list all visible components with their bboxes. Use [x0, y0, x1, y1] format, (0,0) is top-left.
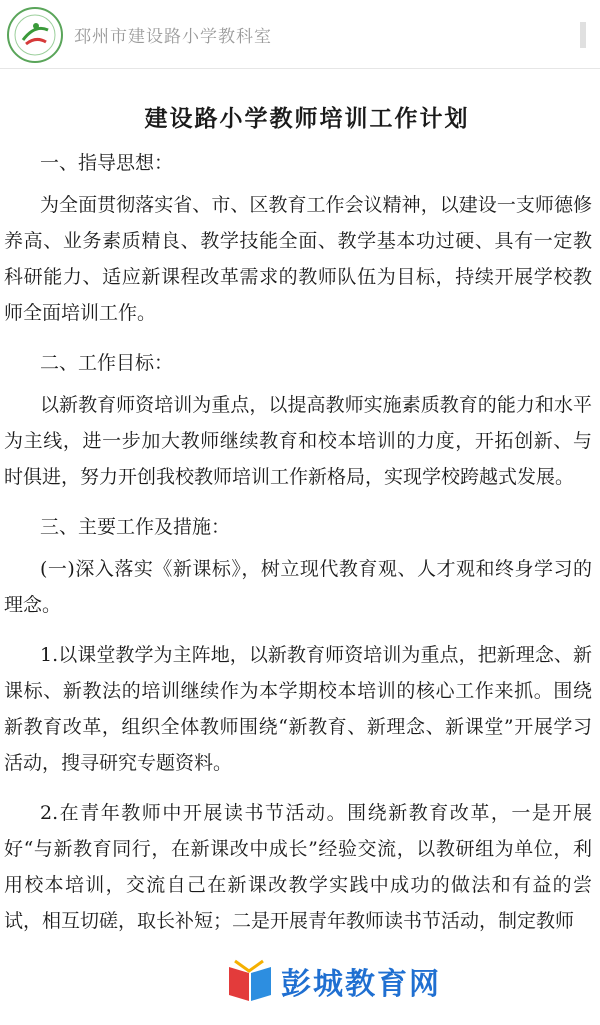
- header-decoration: [580, 22, 586, 48]
- section-paragraph: 为全面贯彻落实省、市、区教育工作会议精神，以建设一支师德修养高、业务素质精良、教学技能全面、教学基本功过硬、具有一定教科研能力、适应新课程改革需求的教师队伍为目标，持续开展学校教师全面培训工作。: [4, 194, 592, 324]
- school-logo-icon: [6, 6, 64, 64]
- document-body: [0, 100, 600, 953]
- watermark-text: 彭城教育网: [281, 967, 441, 1002]
- book-icon: [225, 957, 275, 1003]
- section-heading: 一、指导思想：: [40, 152, 174, 174]
- section-heading: 二、工作目标：: [40, 352, 174, 374]
- section-paragraph: 2.在青年教师中开展读书节活动。围绕新教育改革，一是开展好“与新教育同行，在新课改中成长”经验交流，以教研组为单位，利用校本培训，交流自己在新课改教学实践中成功的做法和有益的尝试，相互切磋，取长补短；二是开展青年教师读书节活动，制定教师: [4, 802, 592, 932]
- section-heading: 三、主要工作及措施：: [40, 516, 231, 538]
- document-title: 建设路小学教师培训工作计划: [144, 105, 470, 132]
- section-paragraph: (一)深入落实《新课标》，树立现代教育观、人才观和终身学习的理念。: [4, 558, 592, 616]
- header-org-name: 邳州市建设路小学教科室: [74, 27, 272, 47]
- site-watermark: [225, 955, 555, 1005]
- section-paragraph: 以新教育师资培训为重点，以提高教师实施素质教育的能力和水平为主线，进一步加大教师继续教育和校本培训的力度，开拓创新、与时俱进，努力开创我校教师培训工作新格局，实现学校跨越式发展。: [4, 394, 592, 488]
- section-paragraph: 1.以课堂教学为主阵地，以新教育师资培训为重点，把新理念、新课标、新教法的培训继续作为本学期校本培训的核心工作来抓。围绕新教育改革，组织全体教师围绕“新教育、新理念、新课堂”开展学习活动，搜寻研究专题资料。: [4, 644, 592, 774]
- page-header: [0, 0, 600, 70]
- header-divider: [0, 68, 600, 69]
